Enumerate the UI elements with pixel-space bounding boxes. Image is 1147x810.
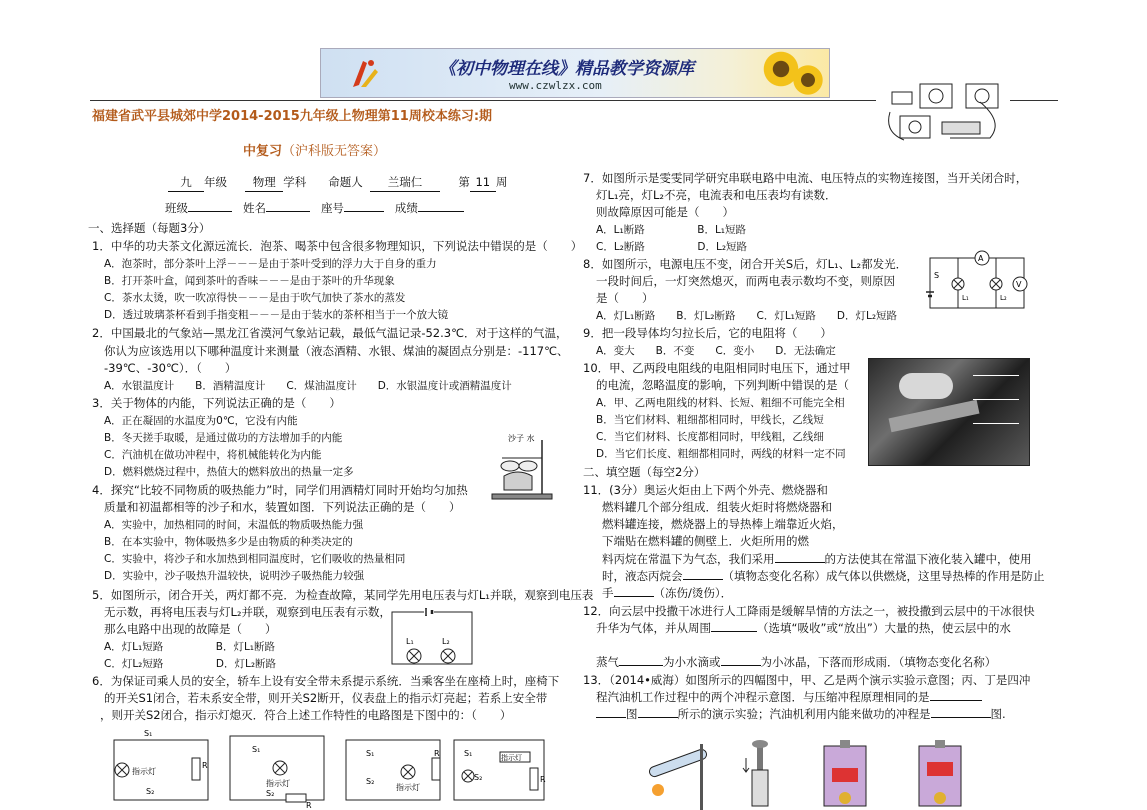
section-heading: 一、选择题（每题3分）: [88, 221, 211, 235]
question-8-line2: 一段时间后，一灯突然熄灭，而两电表示数均不变，则原因: [596, 274, 895, 288]
question-11: 11．(3分）奥运火炬由上下两个外壳、燃烧器和: [583, 483, 828, 497]
option-1c: C．茶水太烫，吹一吹凉得快－－－是由于吹气加快了茶水的蒸发: [104, 292, 406, 304]
question-9: 9．把一段导体均匀拉长后，它的电阻将（ ）: [583, 326, 832, 340]
svg-text:R: R: [434, 749, 440, 758]
svg-text:S₁: S₁: [464, 749, 473, 758]
question-12-line2: 升华为气体，并从周围 （选填“吸收”或“放出”）大量的热，使云层中的水: [596, 621, 1011, 635]
option-10c: C．当它们材料、长度都相同时，甲线粗，乙线细: [596, 431, 824, 443]
svg-text:指示灯: 指示灯: [501, 754, 522, 762]
option-10a: A．甲、乙两电阻线的材料、长短、粗细不可能完全相: [596, 397, 845, 409]
torch-photo: [868, 358, 1030, 466]
question-10-line2: 的电流，忽略温度的影响，下列判断中错误的是（: [596, 378, 849, 392]
engine-stroke-figure-d: [895, 738, 985, 810]
option-4d: D．实验中，沙子吸热升温较快，说明沙子吸热能力较强: [104, 570, 365, 582]
circuit-option-c: [338, 728, 448, 808]
question-6: 6．为保证司乘人员的安全，轿车上设有安全带未系提示系统．当乘客坐在座椅上时，座椅下: [92, 674, 560, 688]
question-5-line2: 无示数，再将电压表与灯L₂并联，观察到电压表有示数，: [104, 605, 392, 619]
svg-text:S₂: S₂: [146, 787, 155, 796]
question-2-line2: 你认为应该选用以下哪种温度计来测量（液态酒精、水银、煤油的凝固点分别是：-117℃、: [104, 344, 569, 358]
question-7: 7．如图所示是雯雯同学研究串联电路中电流、电压特点的实物连接图，当开关闭合时，: [583, 171, 1028, 185]
question-5-line3: 那么电路中出现的故障是（ ）: [104, 622, 277, 636]
header-rule: [1010, 100, 1058, 101]
question-2: 2．中国最北的气象站—黑龙江省漠河气象站记载，最低气温记录-52.3℃．对于这样的气温，: [92, 326, 568, 340]
sunflower-image: [791, 63, 825, 97]
question-11-line5: 料丙烷在常温下为气态，我们采用 的方法使其在常温下液化装入罐中，使用: [602, 552, 1032, 566]
question-11-line6: 时，液态丙烷会 （填物态变化名称）成气体以供燃烧，这里导热棒的作用是防止: [602, 569, 1045, 583]
question-6-line2: 的开关S1闭合，若未系安全带，则开关S2断开，仪表盘上的指示灯亮起；若系上安全带: [104, 691, 548, 705]
svg-text:R: R: [540, 775, 546, 784]
question-2-line3: -39℃、-30℃）．（ ）: [104, 361, 237, 375]
question-7-line3: 则故障原因可能是（ ）: [596, 205, 734, 219]
svg-text:S₁: S₁: [366, 749, 375, 758]
circuit-option-b: [222, 728, 332, 808]
svg-text:R: R: [202, 761, 208, 770]
question-12: 12．向云层中投撒干冰进行人工降雨是缓解旱情的方法之一，被投撒到云层中的干冰很快: [583, 604, 1035, 618]
svg-text:L₂: L₂: [442, 637, 450, 646]
svg-text:S₂: S₂: [366, 777, 375, 786]
question-13-line2: 程汽油机工作过程中的两个冲程示意图．与压缩冲程原理相同的是: [596, 689, 982, 706]
options-8: A．灯L₁断路 B．灯L₂断路 C．灯L₁短路 D．灯L₂短路: [596, 310, 898, 322]
svg-text:R: R: [306, 801, 312, 808]
question-13-line3: 图 所示的演示实验；汽油机利用内能来做功的冲程是 图.: [596, 706, 1006, 723]
parallel-circuit-figure: [916, 246, 1034, 318]
series-circuit-figure: [386, 606, 478, 670]
svg-text:指示灯: 指示灯: [266, 779, 290, 788]
options-5cd: C．灯L₂短路 D．灯L₂断路: [104, 658, 277, 670]
circuit-option-d: [448, 728, 552, 808]
question-12-line3: 蒸气 为小水滴或 为小冰晶，下落而形成雨．（填物态变化名称）: [596, 655, 997, 669]
section-heading-2: 二、填空题（每空2分）: [583, 465, 706, 479]
question-6-line3: ，则开关S2闭合，指示灯熄灭．符合上述工作特性的电路图是下图中的：（ ）: [100, 708, 512, 722]
page-title-line2: 中复习（沪科版无答案）: [243, 144, 387, 159]
engine-stroke-figure-c: [800, 738, 890, 810]
question-8: 8．如图所示，电源电压不变，闭合开关S后，灯L₁、L₂都发光．: [583, 257, 908, 271]
svg-text:S₂: S₂: [474, 773, 483, 782]
question-4: 4．探究“比较不同物质的吸热能力”时，同学们用酒精灯同时开始均匀加热: [92, 483, 468, 497]
question-4-line2: 质量和初温都相等的沙子和水，装置如图．下列说法正确的是（ ）: [104, 500, 461, 514]
svg-text:A: A: [978, 254, 984, 263]
option-4c: C．实验中，将沙子和水加热到相同温度时，它们吸收的热量相同: [104, 553, 406, 565]
header-rule: [90, 100, 876, 101]
question-11-line3: 燃料罐连接，燃烧器上的导热棒上端靠近火焰，: [602, 517, 844, 531]
question-3: 3．关于物体的内能，下列说法正确的是（ ）: [92, 396, 341, 410]
question-11-line2: 燃料罐几个部分组成．组装火炬时将燃烧器和: [602, 500, 832, 514]
option-4a: A．实验中，加热相同的时间，末温低的物质吸热能力强: [104, 519, 364, 531]
svg-text:L₂: L₂: [1000, 294, 1007, 302]
svg-text:L₁: L₁: [962, 294, 969, 302]
header-banner: [320, 48, 830, 98]
banner-title: 《初中物理在线》精品教学资源库: [439, 59, 694, 79]
svg-text:指示灯: 指示灯: [396, 783, 420, 792]
options-7cd: C．L₂断路 D．L₂短路: [596, 241, 748, 253]
svg-text:V: V: [1016, 280, 1022, 289]
info-line: 九 年级 物理 学科 命题人 兰瑞仁 第 11 周: [168, 174, 507, 192]
question-10: 10．甲、乙两段电阻线的电阻相同时电压下，通过甲: [583, 361, 851, 375]
option-3d: D．燃料燃烧过程中，热值大的燃料放出的热量一定多: [104, 466, 354, 478]
option-1b: B．打开茶叶盒，闻到茶叶的香味－－－是由于茶叶的升华现象: [104, 275, 395, 287]
option-4b: B．在本实验中，物体吸热多少是由物质的种类决定的: [104, 536, 353, 548]
option-10d: D．当它们长度、粗细都相同时，两线的材料一定不同: [596, 448, 846, 460]
svg-text:S: S: [934, 271, 940, 280]
options-9: A．变大 B．不变 C．变小 D．无法确定: [596, 345, 836, 357]
option-3c: C．汽油机在做功冲程中，将机械能转化为内能: [104, 449, 322, 461]
svg-text:S₁: S₁: [252, 745, 261, 754]
option-3b: B．冬天搓手取暖，是通过做功的方法增加手的内能: [104, 432, 343, 444]
svg-text:指示灯: 指示灯: [132, 767, 156, 776]
test-tube-figure: [628, 738, 728, 810]
question-7-line2: 灯L₁亮，灯L₂不亮，电流表和电压表均有读数．: [596, 188, 837, 202]
question-8-line3: 是（ ）: [596, 291, 654, 305]
option-1d: D．透过玻璃茶杯看到手指变粗－－－是由于装水的茶杯相当于一个放大镜: [104, 309, 449, 321]
student-info-line: 班级 姓名 座号 成绩: [165, 200, 464, 217]
question-1: 1．中华的功夫茶文化源远流长．泡茶、喝茶中包含很多物理知识，下列说法中错误的是（ ）: [92, 239, 583, 253]
heating-apparatus-figure: [488, 432, 556, 502]
options-7ab: A．L₁断路 B．L₁短路: [596, 224, 747, 236]
piston-figure: [740, 738, 780, 810]
svg-text:S₁: S₁: [144, 729, 153, 738]
figure-label: 沙子 水: [508, 434, 535, 443]
question-11-line7: 手 （冻伤/烫伤）．: [602, 586, 733, 600]
option-10b: B．当它们材料、粗细都相同时，甲线长，乙线短: [596, 414, 824, 426]
question-13: 13．（2014•威海）如图所示的四幅图中，甲、乙是两个演示实验示意图；丙、丁是四冲: [583, 673, 1031, 687]
options-5ab: A．灯L₁短路 B．灯L₁断路: [104, 641, 276, 653]
option-1a: A．泡茶时，部分茶叶上浮－－－是由于茶叶受到的浮力大于自身的重力: [104, 258, 437, 270]
circuit-option-a: [106, 728, 216, 808]
lab-equipment-image: [880, 82, 1010, 144]
banner-url: www.czwlzx.com: [509, 79, 602, 92]
page-title: 福建省武平县城郊中学2014-2015九年级上物理第11周校本练习:期: [92, 109, 493, 124]
svg-text:S₂: S₂: [266, 789, 275, 798]
question-5: 5．如图所示，闭合开关，两灯都不亮．为检查故障，某同学先用电压表与灯L₁并联，观察到电压表: [92, 588, 594, 602]
svg-text:L₁: L₁: [406, 637, 414, 646]
options-2: A．水银温度计 B．酒精温度计 C．煤油温度计 D．水银温度计或酒精温度计: [104, 380, 512, 392]
question-11-line4: 下端贴在燃料罐的侧壁上．火炬所用的燃: [602, 534, 809, 548]
option-3a: A．正在凝固的水温度为0℃，它没有内能: [104, 415, 298, 427]
logo-icon: [347, 55, 383, 91]
